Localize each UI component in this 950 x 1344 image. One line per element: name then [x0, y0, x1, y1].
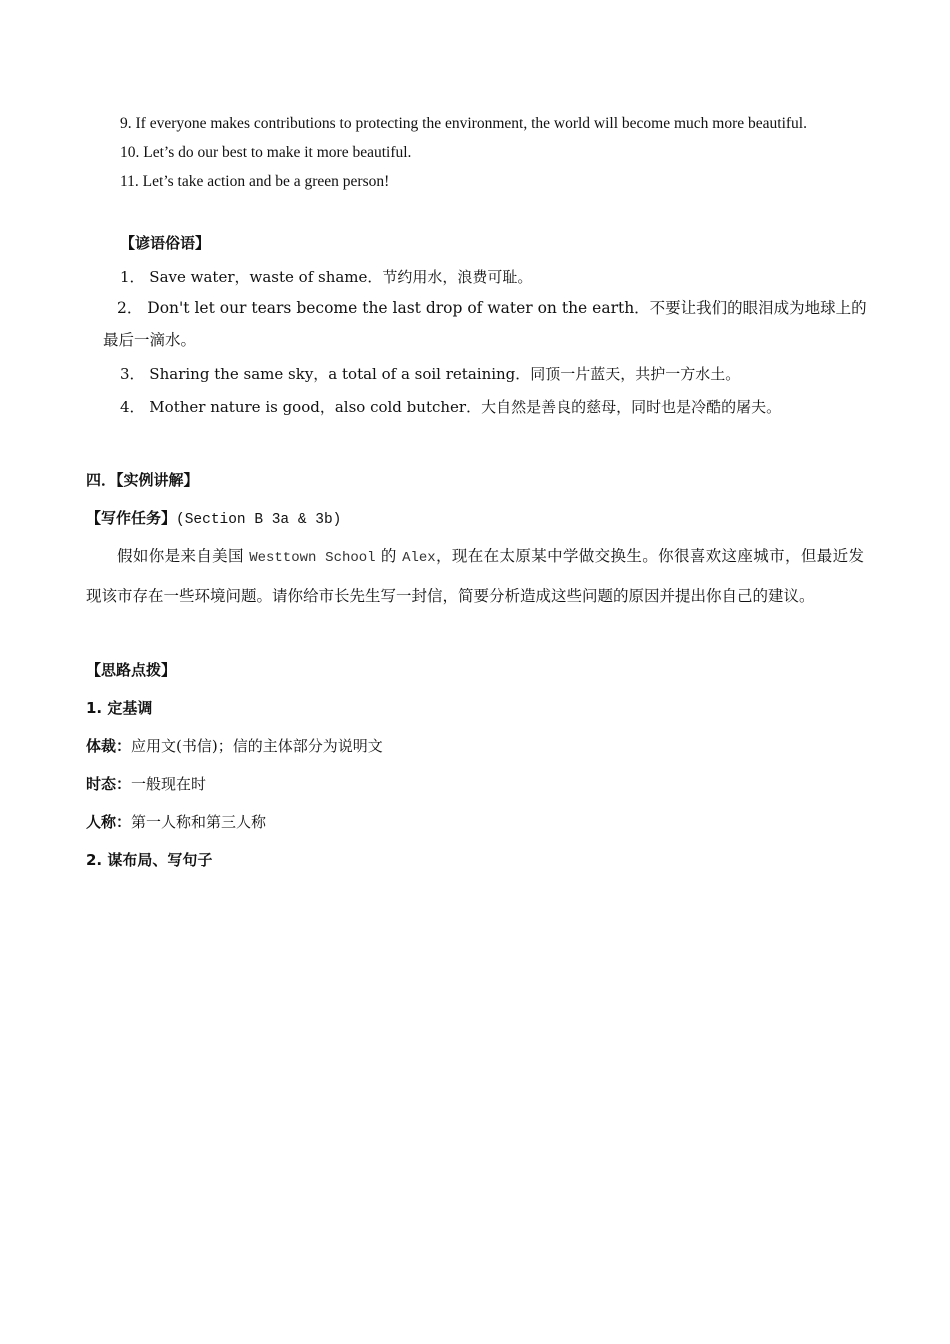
step-1-heading: 1. 定基调 — [86, 699, 153, 717]
task-name: Alex — [402, 550, 436, 566]
genre-label: 体裁： — [86, 737, 132, 755]
tense-value: 一般现在时 — [131, 775, 207, 793]
step-2-heading: 2. 谋布局、写句子 — [86, 851, 213, 869]
task-text-part-2: 的 — [380, 547, 397, 565]
writing-task-line — [86, 507, 341, 531]
tense-row — [86, 773, 206, 796]
sentence-9: 9. If everyone makes contributions to protecting the environment, the world will become much more beautiful. — [120, 115, 807, 132]
genre-row — [86, 735, 383, 758]
task-text-part-1: 假如你是来自美国 — [117, 547, 244, 565]
writing-task-label: 【写作任务】 — [86, 509, 177, 527]
task-text-part-3: ，现在在太原某中学做交换生。你很喜欢这座城市，但最近发现该市存在一些环境问题。请你给市长先生写一封信，简要分析造成这些问题的原因并提出你自己的建议。 — [86, 547, 864, 605]
proverb-item-2: 2． Don't let our tears become the last drop of water on the earth．不要让我们的眼泪成为地球上的最后一滴水。 — [103, 299, 867, 349]
proverb-item-1: 1． Save water，waste of shame．节约用水，浪费可耻。 — [120, 268, 533, 286]
section-heading: 四．【实例讲解】 — [86, 471, 199, 489]
sentence-11: 11. Let’s take action and be a green person! — [120, 173, 390, 190]
genre-value: 应用文(书信)；信的主体部分为说明文 — [131, 737, 383, 755]
person-label: 人称： — [86, 813, 132, 831]
tips-heading: 【思路点拨】 — [86, 661, 177, 679]
sentence-10: 10. Let’s do our best to make it more beautiful. — [120, 144, 412, 161]
task-school: Westtown School — [249, 550, 376, 566]
writing-task-text — [86, 537, 864, 615]
person-row — [86, 811, 266, 834]
proverb-item-3: 3． Sharing the same sky，a total of a soil retaining．同顶一片蓝天，共护一方水土。 — [120, 365, 741, 383]
proverbs-heading: 【谚语俗语】 — [120, 234, 211, 252]
writing-task-ref: (Section B 3a & 3b) — [176, 512, 342, 528]
person-value: 第一人称和第三人称 — [131, 813, 267, 831]
tense-label: 时态： — [86, 775, 132, 793]
proverb-item-4: 4． Mother nature is good，also cold butcher．大自然是善良的慈母，同时也是冷酷的屠夫。 — [120, 398, 782, 416]
